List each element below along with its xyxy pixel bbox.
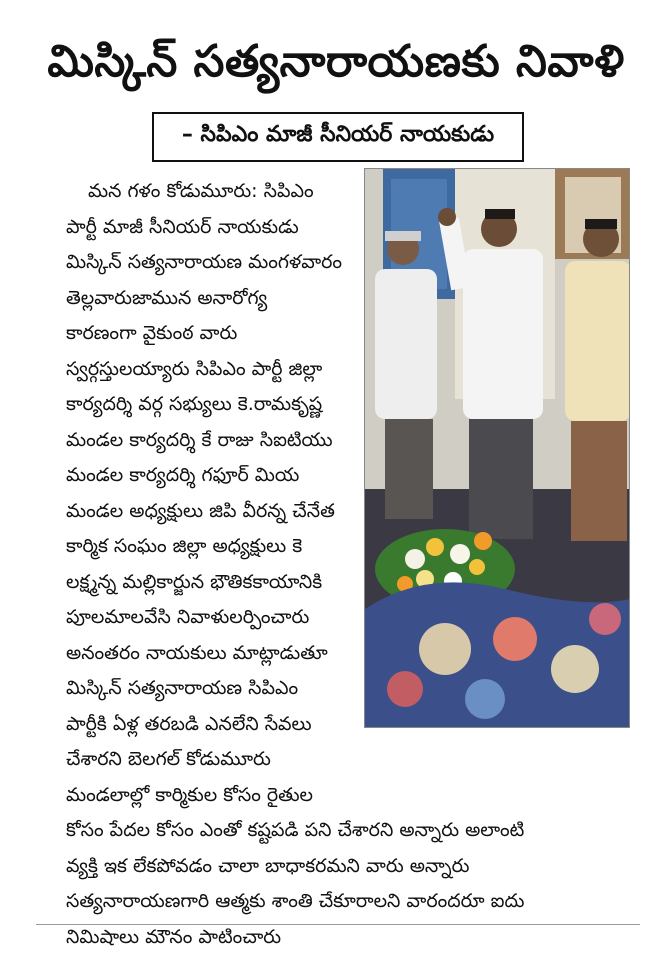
body-line: కార్యదర్శి వర్గ సభ్యులు కె.రామకృష్ణ — [66, 387, 606, 423]
subheading-box — [152, 112, 524, 162]
subheading: – సిపిఎం మాజీ సీనియర్ నాయకుడు — [182, 122, 494, 152]
body-line: సత్యనారాయణగారి ఆత్మకు శాంతి చేకూరాలని వారందరూ ఐదు — [66, 884, 606, 920]
body-line: అనంతరం నాయకులు మాట్లాడుతూ — [66, 636, 606, 672]
body-line: మిస్కిన్ సత్యనారాయణ మంగళవారం — [66, 245, 606, 281]
body-line: మండల కార్యదర్శి కే రాజు సిఐటియు — [66, 423, 606, 459]
body-line: పూలమాలవేసి నివాళులర్పించారు — [66, 600, 606, 636]
body-line: మిస్కిన్ సత్యనారాయణ సిపిఎం — [66, 671, 606, 707]
bottom-divider — [36, 924, 640, 925]
body-line: నిమిషాలు మౌనం పాటించారు — [66, 920, 606, 955]
body-line: కోసం పేదల కోసం ఎంతో కష్టపడి పని చేశారని అన్నారు అలాంటి — [66, 813, 606, 849]
headline: మిస్కిన్ సత్యనారాయణకు నివాళి — [0, 32, 672, 92]
body-line: మన గళం కోడుమూరు: సిపిఎం — [66, 174, 606, 210]
body-line: కార్మిక సంఘం జిల్లా అధ్యక్షులు కె — [66, 529, 606, 565]
tribute-photo — [364, 168, 630, 728]
tribute-photo-illustration — [365, 169, 630, 728]
body-line: లక్ష్మన్న మల్లికార్జున భౌతికకాయానికి — [66, 565, 606, 601]
body-line: చేశారని బెలగల్ కోడుమూరు — [66, 742, 606, 778]
body-line: స్వర్గస్తులయ్యారు సిపిఎం పార్టీ జిల్లా — [66, 352, 606, 388]
body-line: పార్టీకి ఏళ్ల తరబడి ఎనలేని సేవలు — [66, 707, 606, 743]
body-line: తెల్లవారుజామున అనారోగ్య — [66, 281, 606, 317]
body-line: మండల అధ్యక్షులు జిపి వీరన్న చేనేత — [66, 494, 606, 530]
body-line: వ్యక్తి ఇక లేకపోవడం చాలా బాధాకరమని వారు అన్నారు — [66, 849, 606, 885]
body-line: కారణంగా వైకుంఠ వారు — [66, 316, 606, 352]
body-line: మండలాల్లో కార్మికుల కోసం రైతుల — [66, 778, 606, 814]
body-line: మండల కార్యదర్శి గఫూర్ మియ — [66, 458, 606, 494]
body-line: పార్టీ మాజీ సీనియర్ నాయకుడు — [66, 210, 606, 246]
